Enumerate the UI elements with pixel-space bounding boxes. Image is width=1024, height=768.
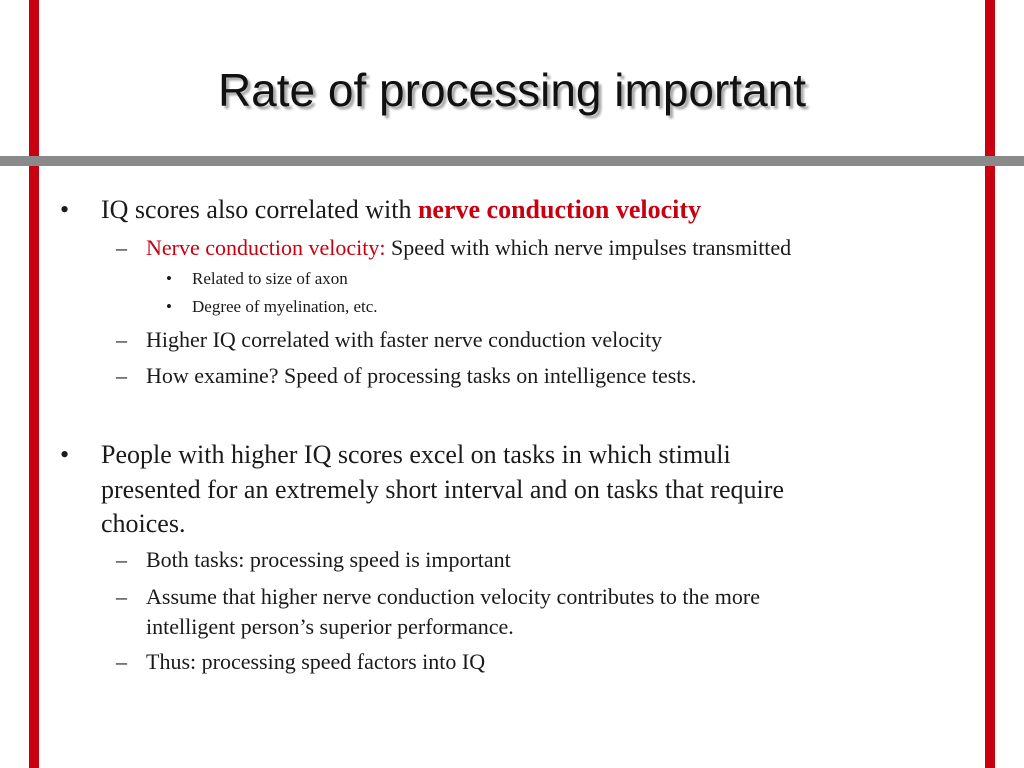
dash-marker: – (116, 327, 127, 352)
sub-bullet-higher-iq: Higher IQ correlated with faster nerve conduction velocity (146, 327, 663, 352)
sub-bullet-assume-line-2: intelligent person’s superior performance. (146, 614, 514, 639)
dash-marker: – (116, 547, 127, 572)
bullet-marker: • (60, 440, 70, 469)
bullet-line-3: choices. (101, 509, 186, 538)
dash-marker: – (116, 363, 127, 388)
definition-text: Speed with which nerve impulses transmitted (385, 235, 792, 260)
bullet-line-2: presented for an extremely short interval and on tasks that require (101, 475, 784, 504)
small-bullet-marker: • (166, 269, 172, 288)
sub-bullet-assume-line-1: Assume that higher nerve conduction velocity contributes to the more (146, 584, 761, 609)
slide-title: Rate of processing important (217, 64, 807, 116)
dash-marker: – (116, 584, 127, 609)
dash-marker: – (116, 235, 127, 260)
bullet-iq-correlation (101, 193, 981, 227)
sub-bullet-how-examine: How examine? Speed of processing tasks on intelligence tests. (146, 363, 697, 388)
detail-axon-size: Related to size of axon (192, 269, 348, 288)
highlight-term: nerve conduction velocity (417, 195, 702, 224)
small-bullet-marker: • (166, 297, 172, 316)
sub-bullet-thus: Thus: processing speed factors into IQ (146, 649, 486, 674)
definition-label: Nerve conduction velocity: (146, 235, 386, 260)
bullet-text: IQ scores also correlated with (101, 195, 418, 224)
sub-bullet-both-tasks: Both tasks: processing speed is important (146, 547, 511, 572)
sub-bullet-definition (146, 233, 946, 263)
bullet-line-1: People with higher IQ scores excel on tasks in which stimuli (101, 440, 731, 469)
detail-myelination: Degree of myelination, etc. (192, 297, 378, 316)
dash-marker: – (116, 649, 127, 674)
bullet-marker: • (60, 195, 70, 224)
